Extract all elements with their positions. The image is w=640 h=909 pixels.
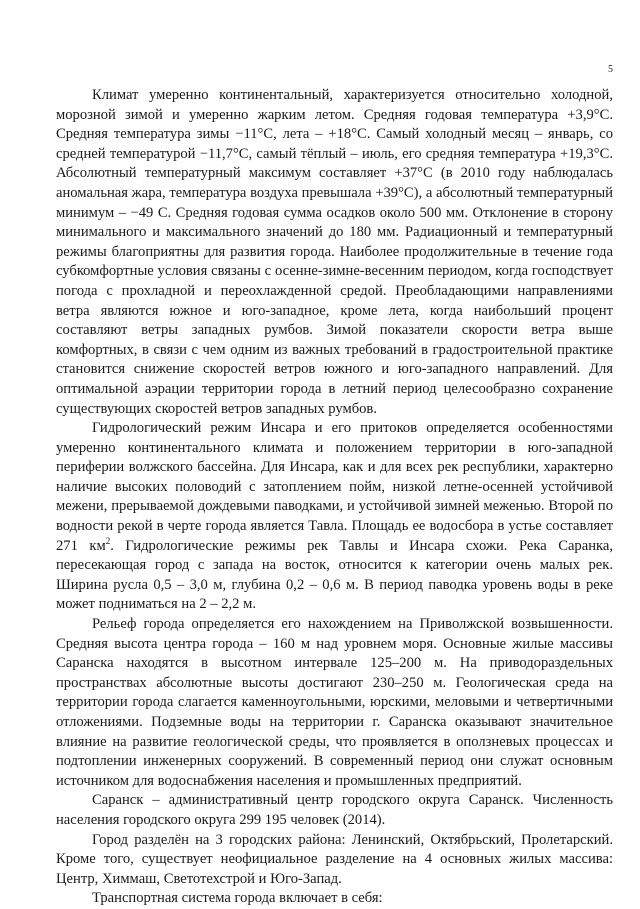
document-body: [56, 86, 613, 909]
superscript-2: 2: [105, 535, 111, 546]
page-number: 5: [608, 64, 613, 75]
paragraph-districts: Город разделён на 3 городских района: Ленинский, Октябрьский, Пролетарский. Кроме того, существует неофициальное разделение на 4 основных жилых массива: Центр, Химмаш, Светотехстрой и Юго-Запад.: [56, 831, 613, 887]
hydrology-text-part-1: Гидрологический режим Инсара и его притоков определяется особенностями умеренно континентального климата и положением территории в юго-западной периферии волжского бассейна. Для Инсара, как и для всех рек республики, характерно наличие высоких половодий с затоплением пойм, низкой летне-осенней устойчивой межени, прерываемой дождевыми паводками, и устойчивой зимней меженью. Второй по водности рекой в черте города является Тавла. Площадь ее водосбора в устье составляет 271 км: [56, 420, 613, 554]
paragraph-population: Саранск – административный центр городского округа Саранск. Численность населения городского округа 299 195 человек (2014).: [56, 792, 613, 828]
paragraph-relief: Рельеф города определяется его нахождением на Приволжской возвышенности. Средняя высота центра города – 160 м над уровнем моря. Основные жилые массивы Саранска находятся в высотном интервале 125–200 м. На приводораздельных пространствах абсолютные высоты достигают 230–250 м. Геологическая среда на территории города слагается каменноугольными, юрскими, меловыми и четвертичными отложениями. Подземные воды на территории г. Саранска оказывают значительное влияние на развитие геологической среды, что проявляется в оползневых процессах и подтоплении инженерных сооружений. В современный период они служат основным источником для водоснабжения населения и промышленных предприятий.: [56, 616, 613, 789]
hydrology-text-part-2: . Гидрологические режимы рек Тавлы и Инсара схожи. Река Саранка, пересекающая город с запада на восток, относится к категории очень малых рек. Ширина русла 0,5 – 3,0 м, глубина 0,2 – 0,6 м. В период паводка уровень воды в реке может подниматься на 2 – 2,2 м.: [56, 537, 614, 613]
paragraph-climate: Климат умеренно континентальный, характеризуется относительно холодной, морозной зимой и умеренно жарким летом. Средняя годовая температура +3,9°С. Средняя температура зимы −11°С, лета – +18°С. Самый холодный месяц – январь, со средней температурой −11,7°С, самый тёплый – июль, его средняя температура +19,3°С. Абсолютный температурный максимум составляет +37°С (в 2010 году наблюдалась аномальная жара, температура воздуха превышала +39°С), а абсолютный температурный минимум – −49 С. Средняя годовая сумма осадков около 500 мм. Отклонение в сторону минимального и максимального значений до 180 мм. Радиационный и температурный режимы благоприятны для развития города. Наиболее продолжительные в течение года субкомфортные условия связаны с осенне-зимне-весенним периодом, когда господствует погода с прохладной и переохлажденной средой. Преобладающими направлениями ветра являются южное и юго-западное, кроме лета, когда наибольший процент составляют ветры западных румбов. Зимой показатели скорости ветра выше комфортных, в связи с чем одним из важных требований в градостроительной практике становится снижение скоростей ветров южного и юго-западного направлений. Для оптимальной аэрации территории города в летний период целесообразно сохранение существующих скоростей ветров западных румбов.: [56, 87, 613, 417]
paragraph-transport: Транспортная система города включает в себя:: [92, 890, 383, 907]
paragraph-hydrology: [56, 419, 613, 615]
